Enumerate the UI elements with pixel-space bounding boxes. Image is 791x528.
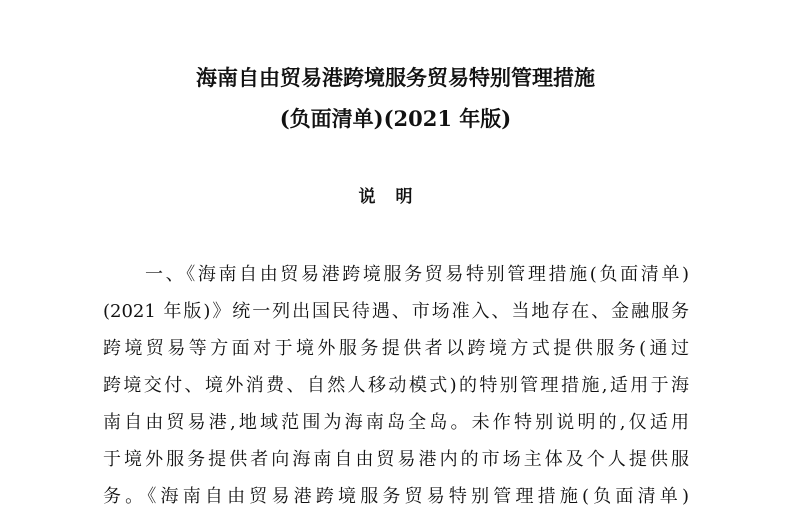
paragraph-line: (2021 年版)》统一列出国民待遇、市场准入、当地存在、金融服务	[103, 301, 689, 322]
paragraph-line: 一、《海南自由贸易港跨境服务贸易特别管理措施(负面清单)	[145, 264, 689, 285]
paragraph-line: 务。《海南自由贸易港跨境服务贸易特别管理措施(负面清单)	[103, 486, 689, 507]
paragraph-line: 南自由贸易港,地域范围为海南岛全岛。未作特别说明的,仅适用	[103, 412, 689, 433]
section-heading: 说明	[358, 187, 433, 207]
paragraph-line: 跨境贸易等方面对于境外服务提供者以跨境方式提供服务(通过	[103, 338, 689, 359]
paragraph-line: 跨境交付、境外消费、自然人移动模式)的特别管理措施,适用于海	[103, 375, 689, 396]
document-title: 海南自由贸易港跨境服务贸易特别管理措施	[196, 65, 595, 90]
paragraph-line: 于境外服务提供者向海南自由贸易港内的市场主体及个人提供服	[103, 449, 689, 470]
document-subtitle: (负面清单)(2021 年版)	[279, 106, 512, 131]
